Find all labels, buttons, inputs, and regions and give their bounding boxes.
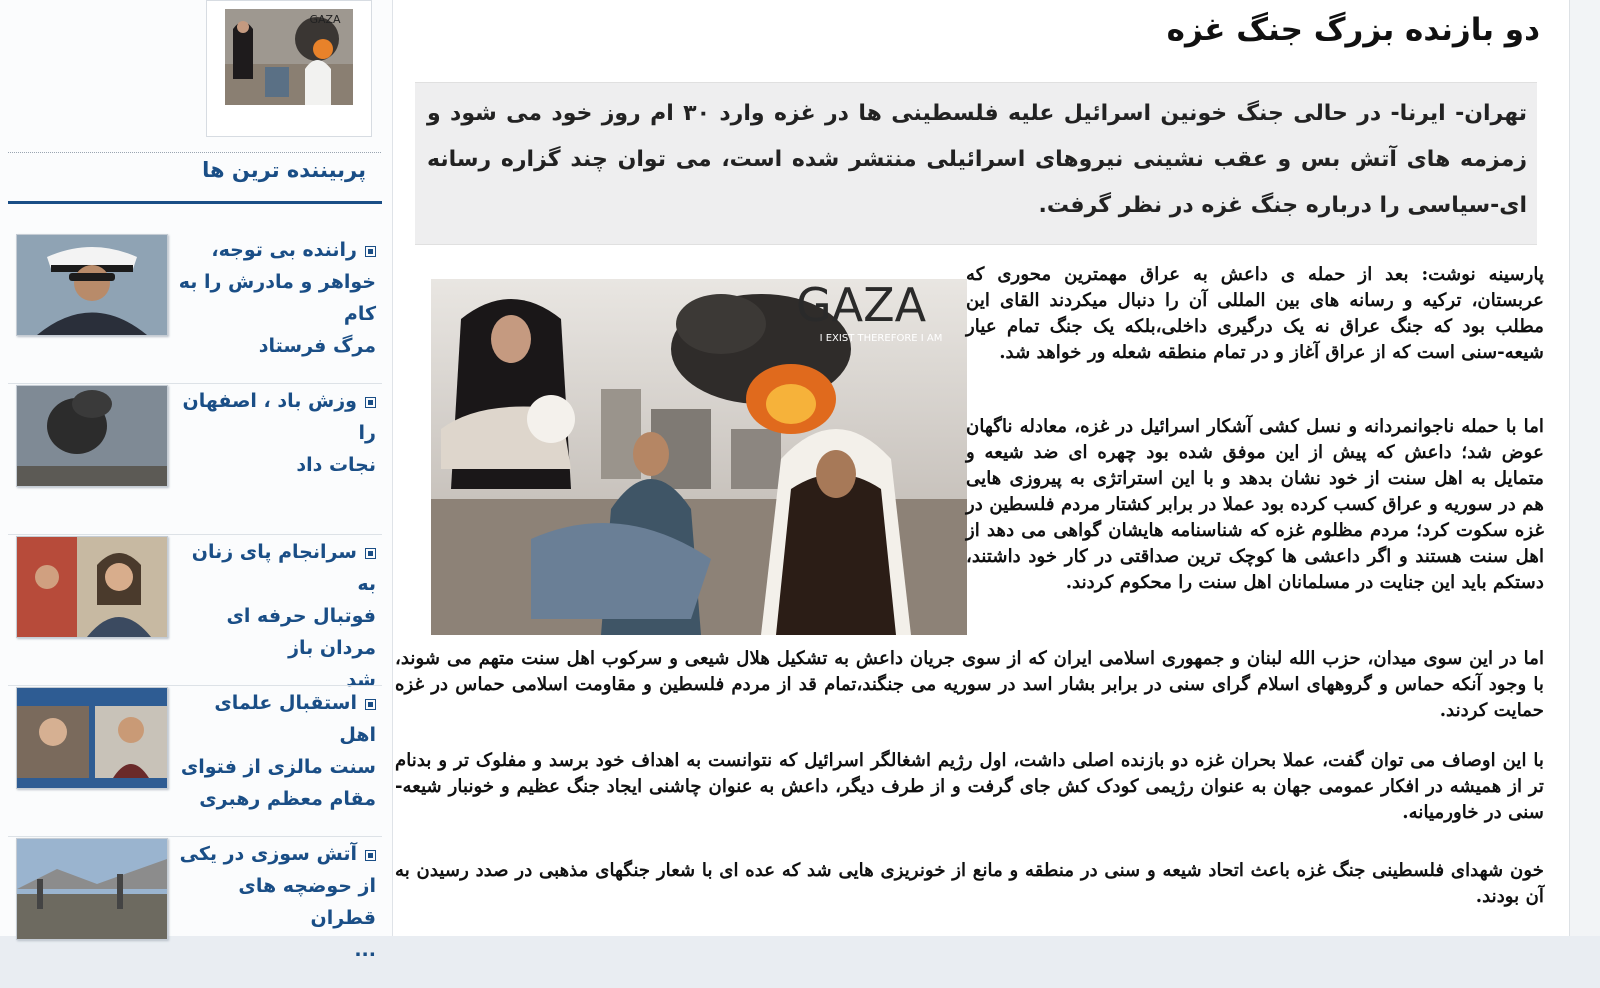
headline-line[interactable]: آتش سوزی در یکی <box>179 843 357 865</box>
headline-line[interactable]: سنت مالزی از فتوای <box>180 756 376 778</box>
news-thumbnail[interactable] <box>16 234 168 336</box>
article-lead: تهران- ایرنا- در حالی جنگ خونین اسرائیل علیه فلسطینی ها در غزه وارد ۳۰ ام روز خود می شود و زمزمه های آتش بس و عقب نشینی نیروهای اسرائیلی منتشر شده است، می توان چند گزاره رسانه ای-سیاسی را درباره جنگ غزه در نظر گرفت. <box>415 82 1537 245</box>
bullet-icon <box>365 397 376 408</box>
headline-line[interactable]: استقبال علمای اهل <box>214 692 376 746</box>
headline-line[interactable]: سرانجام پای زنان به <box>191 541 376 595</box>
news-thumbnail[interactable] <box>16 536 168 638</box>
sidebar-news-item[interactable] <box>8 536 382 691</box>
news-thumbnail[interactable] <box>16 385 168 487</box>
sidebar-news-item[interactable] <box>8 234 382 384</box>
news-thumbnail[interactable] <box>16 687 168 789</box>
item-divider <box>8 836 382 837</box>
bullet-icon <box>365 548 376 559</box>
article-paragraph: اما در این سوی میدان، حزب الله لبنان و جمهوری اسلامی ایران که از سوی جریان داعش به تشکیل هلال شیعی و سرکوب اهل سنت متهم می شوند، با وجود آنکه حماس و گروههای اسلام گرای سنی در برابر بشار اسد در سوریه می جنگند،تمام قد از مردم فلسطین و مقاومت اسلامی حماس در غزه حمایت کردند. <box>395 648 1544 721</box>
article-paragraph: خون شهدای فلسطینی جنگ غزه باعث اتحاد شیعه و سنی در منطقه و مانع از خونریزی هایی شد که عده ای با شعار جنگهای مذهبی در صدد رسیدن به آن بودند. <box>395 860 1544 907</box>
image-gaza-subtitle: I EXIST THEREFORE I AM <box>819 333 943 344</box>
item-divider <box>8 534 382 535</box>
bullet-icon <box>365 246 376 257</box>
headline-line[interactable]: فوتبال حرفه ای مردان باز <box>226 605 376 659</box>
news-thumbnail[interactable] <box>16 838 168 940</box>
headline-line[interactable]: ... <box>354 939 376 961</box>
thumbnail-gaza-text: GAZA <box>309 13 341 26</box>
article-area <box>393 0 1600 936</box>
sidebar <box>0 0 393 961</box>
most-viewed-title: پربیننده ترین ها <box>202 158 366 182</box>
news-headline-link[interactable] <box>176 536 376 696</box>
most-viewed-rule <box>8 201 382 204</box>
item-divider <box>8 685 382 686</box>
item-divider <box>8 383 382 384</box>
featured-thumbnail-image[interactable] <box>225 9 353 105</box>
page-scrollbar[interactable] <box>1569 0 1600 936</box>
article-image[interactable] <box>431 279 967 635</box>
image-gaza-title: GAZA <box>795 279 927 332</box>
sidebar-news-item[interactable] <box>8 838 382 988</box>
headline-line[interactable]: مرگ فرستاد <box>258 335 376 357</box>
article-paragraph: پارسینه نوشت: بعد از حمله ی داعش به عراق مهمترین محوری که عربستان، ترکیه و رسانه های بین المللی آن را دنبال میکردند القای این مطلب بود که جنگ عراق نه یک درگیری داخلی،بلکه یک جنگ تمام عیار شیعه-سنی است که از عراق آغاز و در تمام منطقه شعله ور خواهد شد. <box>966 264 1544 363</box>
headline-line[interactable]: خواهر و مادرش را به کام <box>178 271 376 325</box>
sidebar-news-item[interactable] <box>8 687 382 837</box>
article-paragraph: با این اوصاف می توان گفت، عملا بحران غزه دو بازنده اصلی داشت، اول رژیم اشغالگر اسرائیل که نتوانست به اهداف خود برسد و مفلوک تر و بدنام تر از همیشه در افکار عمومی جهان به عنوان رژیمی کودک کش جای گرفت و از طرف دیگر، داعش به عنوان چاشنی ایجاد جنگ عظیم و خونبار شیعه-سنی در خاورمیانه. <box>395 750 1544 823</box>
sidebar-news-item[interactable] <box>8 385 382 535</box>
bullet-icon <box>365 850 376 861</box>
headline-line[interactable]: نجات داد <box>296 454 376 476</box>
featured-thumbnail-box[interactable] <box>206 0 372 137</box>
news-headline-link[interactable] <box>176 838 376 966</box>
headline-line[interactable]: وزش باد ، اصفهان را <box>182 390 376 444</box>
news-headline-link[interactable] <box>176 385 376 481</box>
headline-line[interactable]: راننده بی توجه، <box>211 239 357 261</box>
dotted-divider <box>8 152 381 153</box>
bullet-icon <box>365 699 376 710</box>
news-headline-link[interactable] <box>176 687 376 815</box>
headline-line[interactable]: شد <box>346 669 376 691</box>
news-headline-link[interactable] <box>176 234 376 362</box>
headline-line[interactable]: مقام معظم رهبری <box>199 788 376 810</box>
article-title: دو بازنده بزرگ جنگ غزه <box>1166 12 1540 48</box>
headline-line[interactable]: از حوضچه های قطران <box>238 875 376 929</box>
article-paragraph: اما با حمله ناجوانمردانه و نسل کشی آشکار اسرائیل در غزه، معادله ناگهان عوض شد؛ داعش که پیش از این موفق شده بود چهره ای ضد شیعه و متمایل به اهل سنت از خود نشان بدهد و با این استراتژی به پیروزی هایی هم در سوریه و عراق کسب کرده بود عملا در برابر کشتار مردم فلسطین در غزه سکوت کرد؛ مردم مظلوم غزه که شناسنامه هایشان گواهی می دهد از اهل سنت هستند و اگر داعشی ها کوچک ترین صداقتی در کار خود داشتند، دستکم باید این جنایت در مسلمانان اهل سنت را محکوم کردند. <box>966 416 1544 593</box>
